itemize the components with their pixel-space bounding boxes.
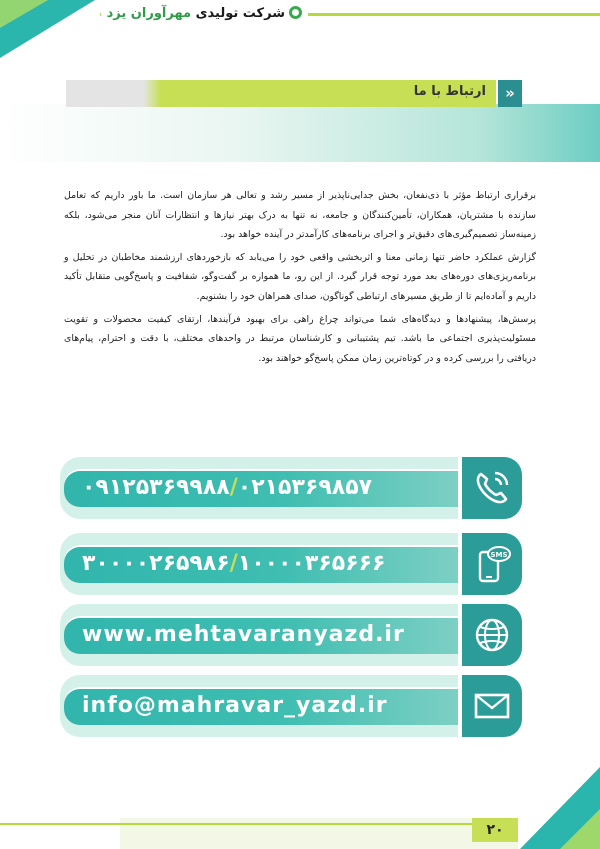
globe-icon — [462, 604, 522, 666]
company-prefix: شرکت تولیدی — [195, 6, 285, 21]
footer-wedge-accent — [560, 809, 600, 849]
phone-number-mobile[interactable]: ۰۹۱۲۵۳۶۹۹۸۸ — [82, 475, 230, 500]
contact-pill — [60, 675, 470, 737]
separator: / — [229, 551, 238, 576]
contact-pill — [60, 533, 470, 595]
contact-row-sms — [60, 533, 522, 595]
paragraph: گزارش عملکرد حاضر تنها زمانی معنا و اثربخشی واقعی خود را می‌یابد که بازخوردهای ارزشمند مخاطبان در تحلیل و برنامه‌ریزی‌های دوره‌های بعد مورد توجه قرار گیرد. از این رو، ما همواره بر گفت‌وگو، شفافیت و پاسخ‌گویی متقابل تأکید داریم و آماده‌ایم تا از طریق مسیرهای ارتباطی گوناگون، صدای همراهان خود را بشنویم. — [64, 251, 536, 302]
phone-number-office[interactable]: ۰۲۱۵۳۶۹۸۵۷ — [237, 475, 373, 500]
section-band — [0, 104, 600, 162]
sms-number-2[interactable]: ۱۰۰۰۰۳۶۵۶۶۶ — [237, 551, 386, 576]
svg-text:SMS: SMS — [490, 551, 508, 559]
website-link[interactable]: www.mehtavaranyazd.ir — [82, 622, 405, 647]
sms-numbers[interactable] — [82, 551, 385, 576]
email-link[interactable]: info@mahravar_yazd.ir — [82, 693, 388, 718]
section-title-bar — [66, 80, 496, 107]
contact-pill-inner — [64, 687, 464, 725]
phone-icon — [462, 457, 522, 519]
contact-pill-inner — [64, 545, 464, 583]
phone-numbers[interactable] — [82, 475, 372, 500]
chevron-icon: » — [498, 80, 522, 107]
contact-pill-inner — [64, 469, 464, 507]
footer-line — [0, 823, 505, 825]
envelope-icon — [462, 675, 522, 737]
sms-number-1[interactable]: ۳۰۰۰۰۲۶۵۹۸۶ — [82, 551, 230, 576]
separator: / — [229, 475, 238, 500]
contact-pill — [60, 457, 470, 519]
section-title: ارتباط با ما — [413, 84, 486, 99]
sms-icon — [462, 533, 522, 595]
contact-row-website — [60, 604, 522, 666]
company-name — [101, 6, 308, 21]
body-text — [64, 186, 536, 371]
contact-pill — [60, 604, 470, 666]
header-wedge-accent — [0, 0, 48, 28]
company-logo-icon — [289, 6, 302, 19]
contact-row-email — [60, 675, 522, 737]
contact-pill-inner — [64, 616, 464, 654]
contact-row-phone — [60, 457, 522, 519]
company-name-accent: مهرآوران یزد — [106, 6, 192, 21]
paragraph: پرسش‌ها، پیشنهادها و دیدگاه‌های شما می‌تواند چراغ راهی برای بهبود فرآیندها، ارتقای کیفیت محصولات و تقویت مسئولیت‌پذیری اجتماعی ما باشد. تیم پشتیبانی و کارشناسان مرتبط در واحدهای مختلف، با دقت و احترام، پیام‌های دریافتی را بررسی کرده و در کوتاه‌ترین زمان ممکن پاسخ‌گو خواهند بود. — [64, 313, 536, 364]
page-number: ۲۰ — [472, 818, 518, 842]
paragraph: برقراری ارتباط مؤثر با ذی‌نفعان، بخش جدایی‌ناپذیر از مسیر رشد و تعالی هر سازمان است. ما باور داریم که تعامل سازنده با مشتریان، همکاران، تأمین‌کنندگان و جامعه، نه تنها به درک بهتر نیازها و انتظارات آنان منجر می‌شود، بلکه زمینه‌ساز تصمیم‌گیری‌های دقیق‌تر و اجرای برنامه‌های کارآمدتر در آینده خواهد بود. — [64, 190, 536, 241]
